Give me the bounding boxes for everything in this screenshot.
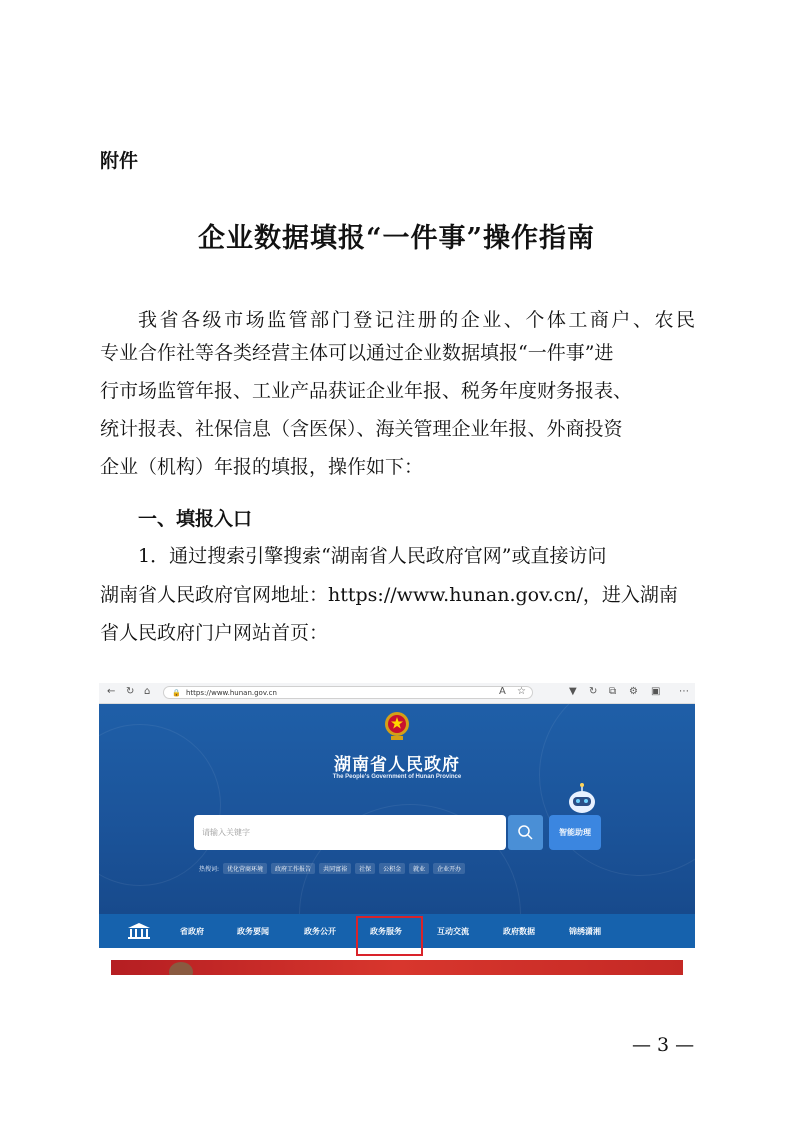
more-icon[interactable]: ⋯ — [679, 686, 689, 697]
share-icon[interactable]: ▣ — [651, 686, 661, 697]
robot-assistant-icon[interactable] — [564, 782, 600, 816]
site-subtitle: The People's Government of Hunan Province — [332, 774, 462, 780]
hot-tag[interactable]: 优化营商环境 — [223, 863, 267, 874]
attachment-label: 附件 — [100, 150, 139, 172]
hot-tag[interactable]: 共同富裕 — [319, 863, 351, 874]
document-title: 企业数据填报“一件事”操作指南 — [197, 223, 596, 254]
home-icon[interactable]: ⌂ — [144, 686, 151, 697]
intro-line: 统计报表、社保信息（含医保）、海关管理企业年报、外商投资 — [100, 418, 623, 440]
nav-item-hunan-scenery[interactable]: 锦绣潇湘 — [569, 927, 601, 936]
sync-icon[interactable]: ↻ — [589, 686, 598, 697]
nav-item-gov-services[interactable]: 政务服务 — [370, 927, 402, 936]
favorite-icon[interactable]: ☆ — [517, 686, 526, 697]
search-button[interactable] — [508, 815, 543, 850]
hot-tag[interactable]: 社保 — [355, 863, 375, 874]
nav-item-gov-data[interactable]: 政府数据 — [503, 927, 535, 936]
banner-photo — [169, 962, 193, 975]
news-banner[interactable] — [111, 960, 683, 975]
intro-line: 企业（机构）年报的填报，操作如下： — [100, 456, 424, 478]
intro-line: 行市场监管年报、工业产品获证企业年报、税务年度财务报表、 — [100, 380, 633, 402]
hot-search-bar — [199, 862, 465, 875]
address-bar[interactable] — [163, 686, 533, 699]
page-number: — 3 — — [632, 1034, 695, 1056]
highlight-box — [356, 916, 423, 956]
extension-icon[interactable]: ▼ — [569, 686, 577, 697]
hot-tag[interactable]: 企业开办 — [433, 863, 465, 874]
site-header — [99, 704, 695, 914]
site-title: 湖南省人民政府 — [334, 755, 460, 775]
hot-search-label: 热搜词: — [199, 866, 220, 873]
website-screenshot — [99, 683, 695, 975]
section-heading: 一、填报入口 — [138, 508, 253, 530]
nav-item-province-gov[interactable]: 省政府 — [180, 927, 204, 936]
read-aloud-icon[interactable]: A — [499, 686, 506, 697]
hot-tag[interactable]: 就业 — [409, 863, 429, 874]
national-emblem-icon — [382, 710, 412, 742]
hot-tag[interactable]: 政府工作报告 — [271, 863, 315, 874]
intro-line: 专业合作社等各类经营主体可以通过企业数据填报“一件事”进 — [100, 342, 614, 364]
ai-assistant-button[interactable]: 智能助理 — [549, 815, 601, 850]
back-icon[interactable]: ← — [107, 686, 116, 697]
nav-item-news[interactable]: 政务要闻 — [237, 927, 269, 936]
intro-line: 我省各级市场监管部门登记注册的企业、个体工商户、农民 — [138, 309, 695, 331]
settings-icon[interactable]: ⚙ — [629, 686, 638, 697]
nav-item-open-gov[interactable]: 政务公开 — [304, 927, 336, 936]
hot-tag[interactable]: 公积金 — [379, 863, 405, 874]
browser-toolbar — [99, 683, 695, 704]
address-url: https://www.hunan.gov.cn — [186, 689, 277, 697]
search-icon — [508, 815, 543, 850]
search-input[interactable]: 请输入关键字 — [194, 815, 506, 850]
nav-item-interaction[interactable]: 互动交流 — [437, 927, 469, 936]
refresh-icon[interactable]: ↻ — [126, 686, 135, 697]
step1-line: 省人民政府门户网站首页： — [100, 622, 329, 644]
intro-paragraph — [100, 301, 695, 340]
government-building-icon[interactable] — [126, 922, 152, 940]
site-nav — [99, 914, 695, 948]
lock-icon: 🔒 — [172, 689, 181, 697]
step1-line: 1．通过搜索引擎搜索“湖南省人民政府官网”或直接访问 — [138, 545, 607, 567]
step1-line: 湖南省人民政府官网地址：https://www.hunan.gov.cn/，进入湖南 — [100, 584, 678, 606]
collections-icon[interactable]: ⧉ — [609, 686, 617, 697]
